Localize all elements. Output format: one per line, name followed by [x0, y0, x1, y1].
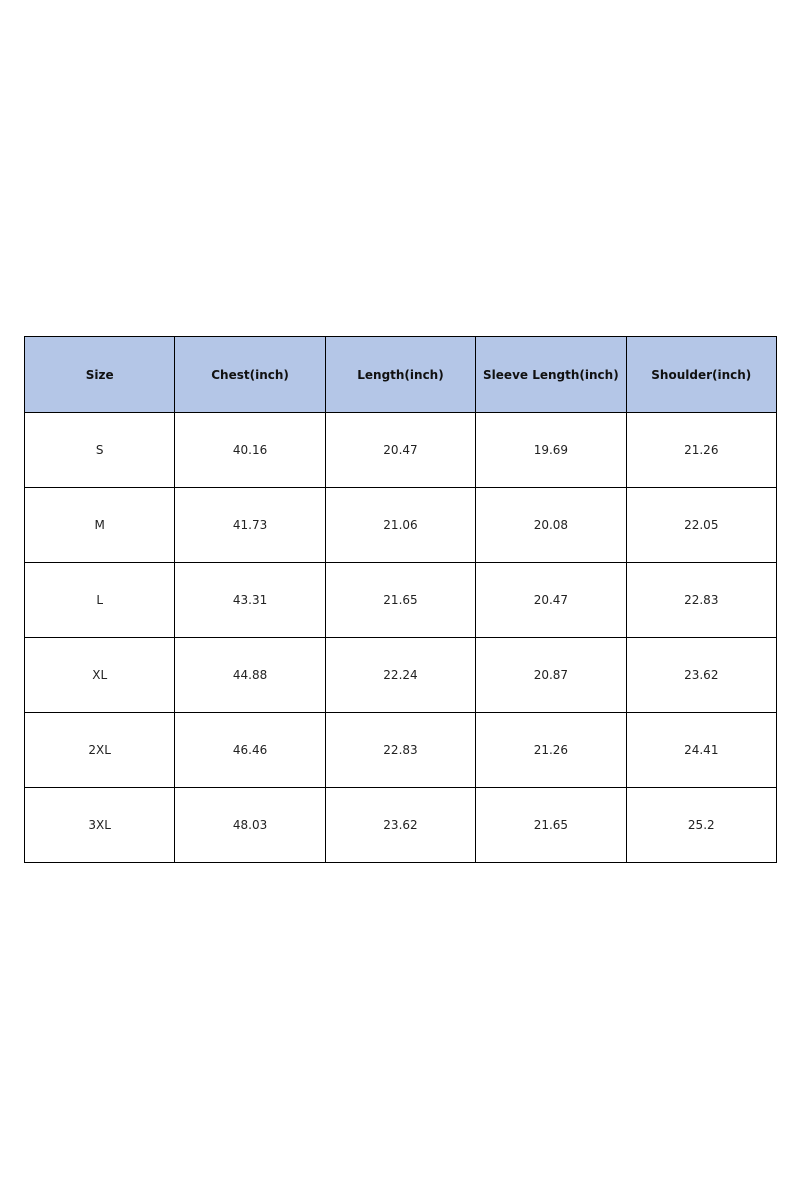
- size-cell: L: [25, 563, 175, 638]
- shoulder-header: Shoulder(inch): [626, 337, 776, 413]
- chest-cell: 44.88: [175, 638, 325, 713]
- length-cell: 23.62: [325, 788, 475, 863]
- shoulder-cell: 21.26: [626, 413, 776, 488]
- chest-cell: 48.03: [175, 788, 325, 863]
- chest-cell: 46.46: [175, 713, 325, 788]
- sleeve-length-cell: 21.65: [476, 788, 626, 863]
- table-row: [25, 413, 777, 488]
- sleeve-length-cell: 20.08: [476, 488, 626, 563]
- table-row: [25, 563, 777, 638]
- shoulder-cell: 25.2: [626, 788, 776, 863]
- length-header: Length(inch): [325, 337, 475, 413]
- sleeve-length-header: Sleeve Length(inch): [476, 337, 626, 413]
- chest-cell: 41.73: [175, 488, 325, 563]
- sleeve-length-cell: 20.87: [476, 638, 626, 713]
- size-chart-table: [24, 336, 777, 863]
- size-cell: 3XL: [25, 788, 175, 863]
- shoulder-cell: 23.62: [626, 638, 776, 713]
- header-row: [25, 337, 777, 413]
- size-cell: S: [25, 413, 175, 488]
- table-row: [25, 488, 777, 563]
- length-cell: 22.83: [325, 713, 475, 788]
- sleeve-length-cell: 21.26: [476, 713, 626, 788]
- size-cell: XL: [25, 638, 175, 713]
- length-cell: 21.06: [325, 488, 475, 563]
- table-row: [25, 788, 777, 863]
- table-row: [25, 638, 777, 713]
- chest-cell: 43.31: [175, 563, 325, 638]
- table-header: [25, 337, 777, 413]
- size-cell: M: [25, 488, 175, 563]
- chest-cell: 40.16: [175, 413, 325, 488]
- shoulder-cell: 24.41: [626, 713, 776, 788]
- table-row: [25, 713, 777, 788]
- shoulder-cell: 22.83: [626, 563, 776, 638]
- size-cell: 2XL: [25, 713, 175, 788]
- sleeve-length-cell: 20.47: [476, 563, 626, 638]
- sleeve-length-cell: 19.69: [476, 413, 626, 488]
- length-cell: 21.65: [325, 563, 475, 638]
- length-cell: 22.24: [325, 638, 475, 713]
- length-cell: 20.47: [325, 413, 475, 488]
- table-body: [25, 413, 777, 863]
- shoulder-cell: 22.05: [626, 488, 776, 563]
- chest-header: Chest(inch): [175, 337, 325, 413]
- size-header: Size: [25, 337, 175, 413]
